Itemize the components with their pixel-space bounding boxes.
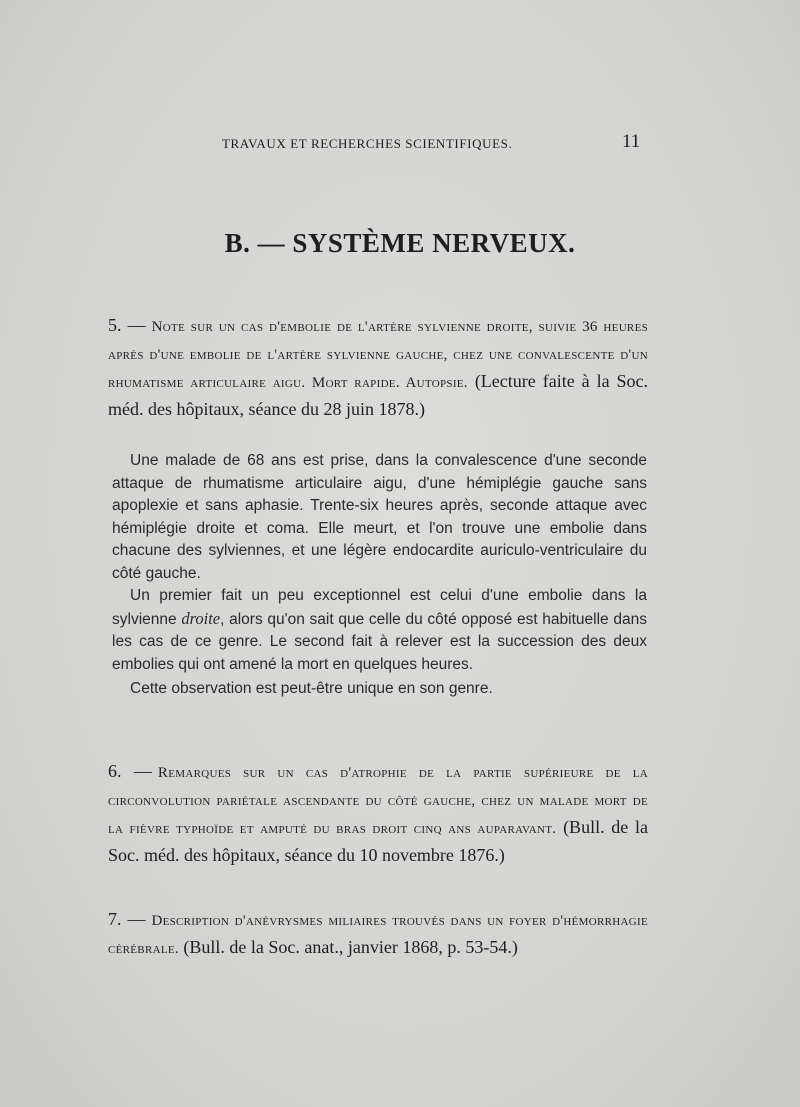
entry-citation: (Lecture faite à la Soc. méd. des hôpitaux, séance du 28 juin 1878.) (108, 371, 649, 419)
entry-number: 7. — (108, 909, 146, 929)
entry-number: 5. — (108, 315, 146, 335)
entry-title: Remarques sur un cas d'atrophie de la partie supérieure de la circonvolution pariétale ascendante du côté gauche, chez un malade mort de la fièvre typhoïde et amputé du bras droit cinq ans auparavant. (108, 765, 648, 837)
summary-text: Un premier fait un peu exceptionnel est celui d'une embolie dans la sylvienne (112, 587, 647, 628)
entry-title: Description d'anévrysmes miliaires trouvés dans un foyer d'hémorrhagie cérébrale. (108, 913, 648, 957)
entry-number: 6. — (108, 761, 152, 781)
entry-title: Note sur un cas d'embolie de l'artère sylvienne droite, suivie 36 heures après d'une embolie de l'artère sylvienne gauche, chez une convalescente d'un rhumatisme articulaire aigu. Mort rapide. Autopsie. (108, 319, 649, 391)
bibliography-entry-7 (108, 906, 648, 962)
summary-paragraph-1: Une malade de 68 ans est prise, dans la convalescence d'une seconde attaque de rhumatisme articulaire aigu, d'une hémiplégie gauche sans apoplexie et sans aphasie. Trente-six heures après, seconde attaque avec hémiplégie droite et coma. Elle meurt, et l'on trouve une embolie dans chacune des sylviennes, et une légère endocardite auriculo-ventriculaire du côté gauche. (112, 452, 647, 582)
bibliography-entry-6 (108, 758, 648, 868)
summary-paragraph-3: Cette observation est peut-être unique en son genre. (130, 680, 493, 697)
bibliography-entry-5 (108, 312, 648, 422)
running-head: TRAVAUX ET RECHERCHES SCIENTIFIQUES. (222, 136, 513, 151)
entry-citation: (Bull. de la Soc. méd. des hôpitaux, séance du 10 novembre 1876.) (108, 817, 649, 865)
section-title: B. — SYSTÈME NERVEUX. (224, 228, 576, 258)
emphasized-word: droite (181, 608, 221, 628)
page-number: 11 (622, 131, 641, 152)
entry-citation: (Bull. de la Soc. anat., janvier 1868, p. 53-54.) (183, 937, 518, 957)
summary-text: , alors qu'on sait que celle du côté opposé est habituelle dans les cas de ce genre. Le second fait à relever est la succession des deux embolies qui ont amené la mort en quelques heures. (112, 610, 647, 673)
summary-paragraph-2 (112, 585, 647, 676)
entry-5-summary (112, 450, 647, 701)
